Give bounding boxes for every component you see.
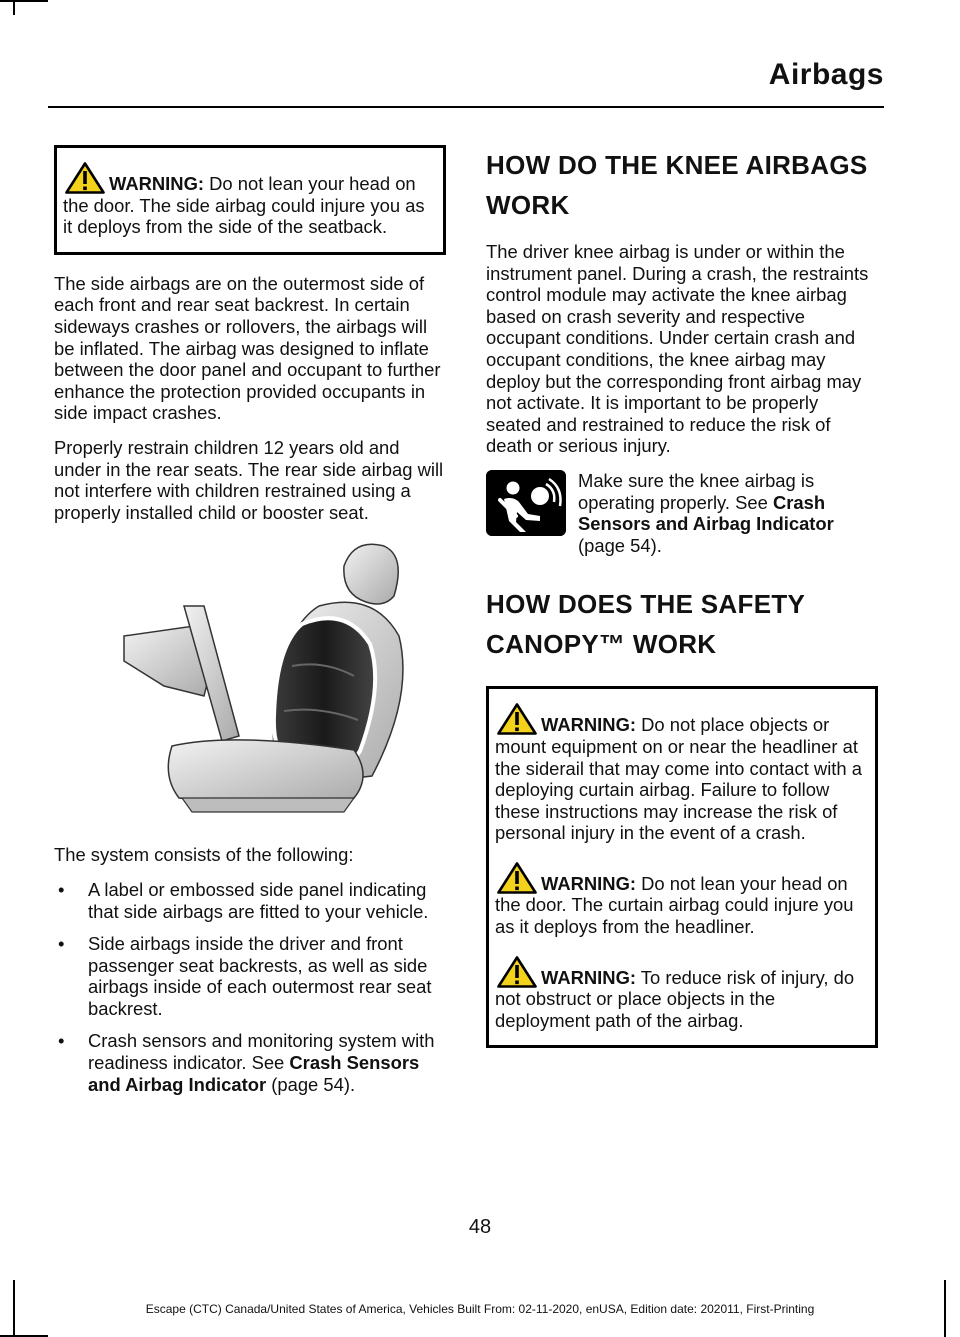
- bullet: •: [58, 878, 65, 900]
- side-airbag-seat-figure: [54, 536, 446, 826]
- crop-mark: [13, 0, 15, 15]
- warning-label: WARNING:: [541, 714, 637, 736]
- warning-text: Do not lean your head on the door. The side airbag could injure you as it deploys from the side of the seatback.: [63, 173, 425, 238]
- side-airbag-warning-box: [54, 145, 446, 255]
- warning-triangle-icon: [497, 703, 537, 735]
- page-title: Airbags: [768, 58, 884, 91]
- warning-label: WARNING:: [109, 173, 205, 194]
- page-number: 48: [468, 1216, 492, 1238]
- list-item: • Crash sensors and monitoring system with readiness indicator. See Crash Sensors and Airbag Indicator (page 54).: [58, 1030, 435, 1095]
- children-paragraph: Properly restrain children 12 years old and under in the rear seats. The rear side airbag will not interfere with children restrained using a properly installed child or booster seat.: [54, 436, 444, 523]
- knee-airbags-heading: HOW DO THE KNEE AIRBAGS WORK: [486, 150, 868, 220]
- side-airbags-paragraph: The side airbags are on the outermost side of each front and rear seat backrest. In certain sideways crashes or rollovers, the airbags will be inflated. The airbag was designed to inflate between the door panel and occupant to further enhance the protection provided occupants in side impact crashes.: [54, 272, 441, 424]
- knee-airbags-paragraph: The driver knee airbag is under or within the instrument panel. During a crash, the restraints control module may activate the knee airbag based on crash severity and respective occupant conditions. Under certain crash and occupant conditions, the knee airbag may deploy but the corresponding front airbag may not activate. It is important to be properly seated and restrained to reduce the risk of death or serious injury.: [486, 241, 869, 457]
- warning-triangle-icon: [497, 862, 537, 894]
- bullet: •: [58, 1030, 65, 1052]
- knee-airbag-check: [486, 470, 878, 556]
- warning-paragraph: [495, 703, 867, 844]
- warning-paragraph: [63, 162, 435, 238]
- list-item: • Side airbags inside the driver and front passenger seat backrests, as well as side airbags inside of each outermost rear seat backrest.: [58, 933, 432, 1019]
- right-column: [486, 145, 878, 1066]
- airbag-indicator-icon: [486, 470, 566, 536]
- safety-canopy-warning-box: [486, 686, 878, 1048]
- crash-sensors-link[interactable]: Crash Sensors and Airbag Indicator: [578, 491, 834, 535]
- system-components-list: [54, 879, 446, 1095]
- make-sure-paragraph: Make sure the knee airbag is operating properly. See Crash Sensors and Airbag Indicator (page 54).: [578, 469, 834, 556]
- list-intro: The system consists of the following:: [54, 844, 354, 866]
- warning-paragraph: [495, 956, 867, 1032]
- seat-airbag-illustration: [54, 536, 446, 826]
- warning-text: To reduce risk of injury, do not obstruct or place objects in the deployment path of the airbag.: [495, 966, 855, 1031]
- warning-paragraph: [495, 862, 867, 938]
- crash-sensors-link[interactable]: Crash Sensors and Airbag Indicator: [88, 1052, 420, 1095]
- list-item: • A label or embossed side panel indicating that side airbags are fitted to your vehicle.: [58, 878, 429, 922]
- warning-triangle-icon: [65, 162, 105, 194]
- warning-label: WARNING:: [541, 872, 637, 894]
- bullet: •: [58, 933, 65, 955]
- warning-text: Do not lean your head on the door. The curtain airbag could injure you as it deploys from the headliner.: [495, 872, 854, 938]
- warning-triangle-icon: [497, 956, 537, 988]
- safety-canopy-heading: HOW DOES THE SAFETY CANOPY™ WORK: [486, 589, 805, 660]
- warning-label: WARNING:: [541, 966, 637, 988]
- header-rule: [48, 106, 884, 108]
- warning-text: Do not place objects or mount equipment on or near the headliner at the siderail that may come into contact with a deploying curtain airbag. Failure to follow these instructions may increase the risk of personal injury in the event of a crash.: [495, 714, 862, 844]
- crop-mark: [0, 0, 48, 2]
- footer-edition-info: Escape (CTC) Canada/United States of America, Vehicles Built From: 02-11-2020, enUSA, Edition date: 202011, First-Printing: [145, 1302, 815, 1316]
- left-column: [54, 145, 446, 1106]
